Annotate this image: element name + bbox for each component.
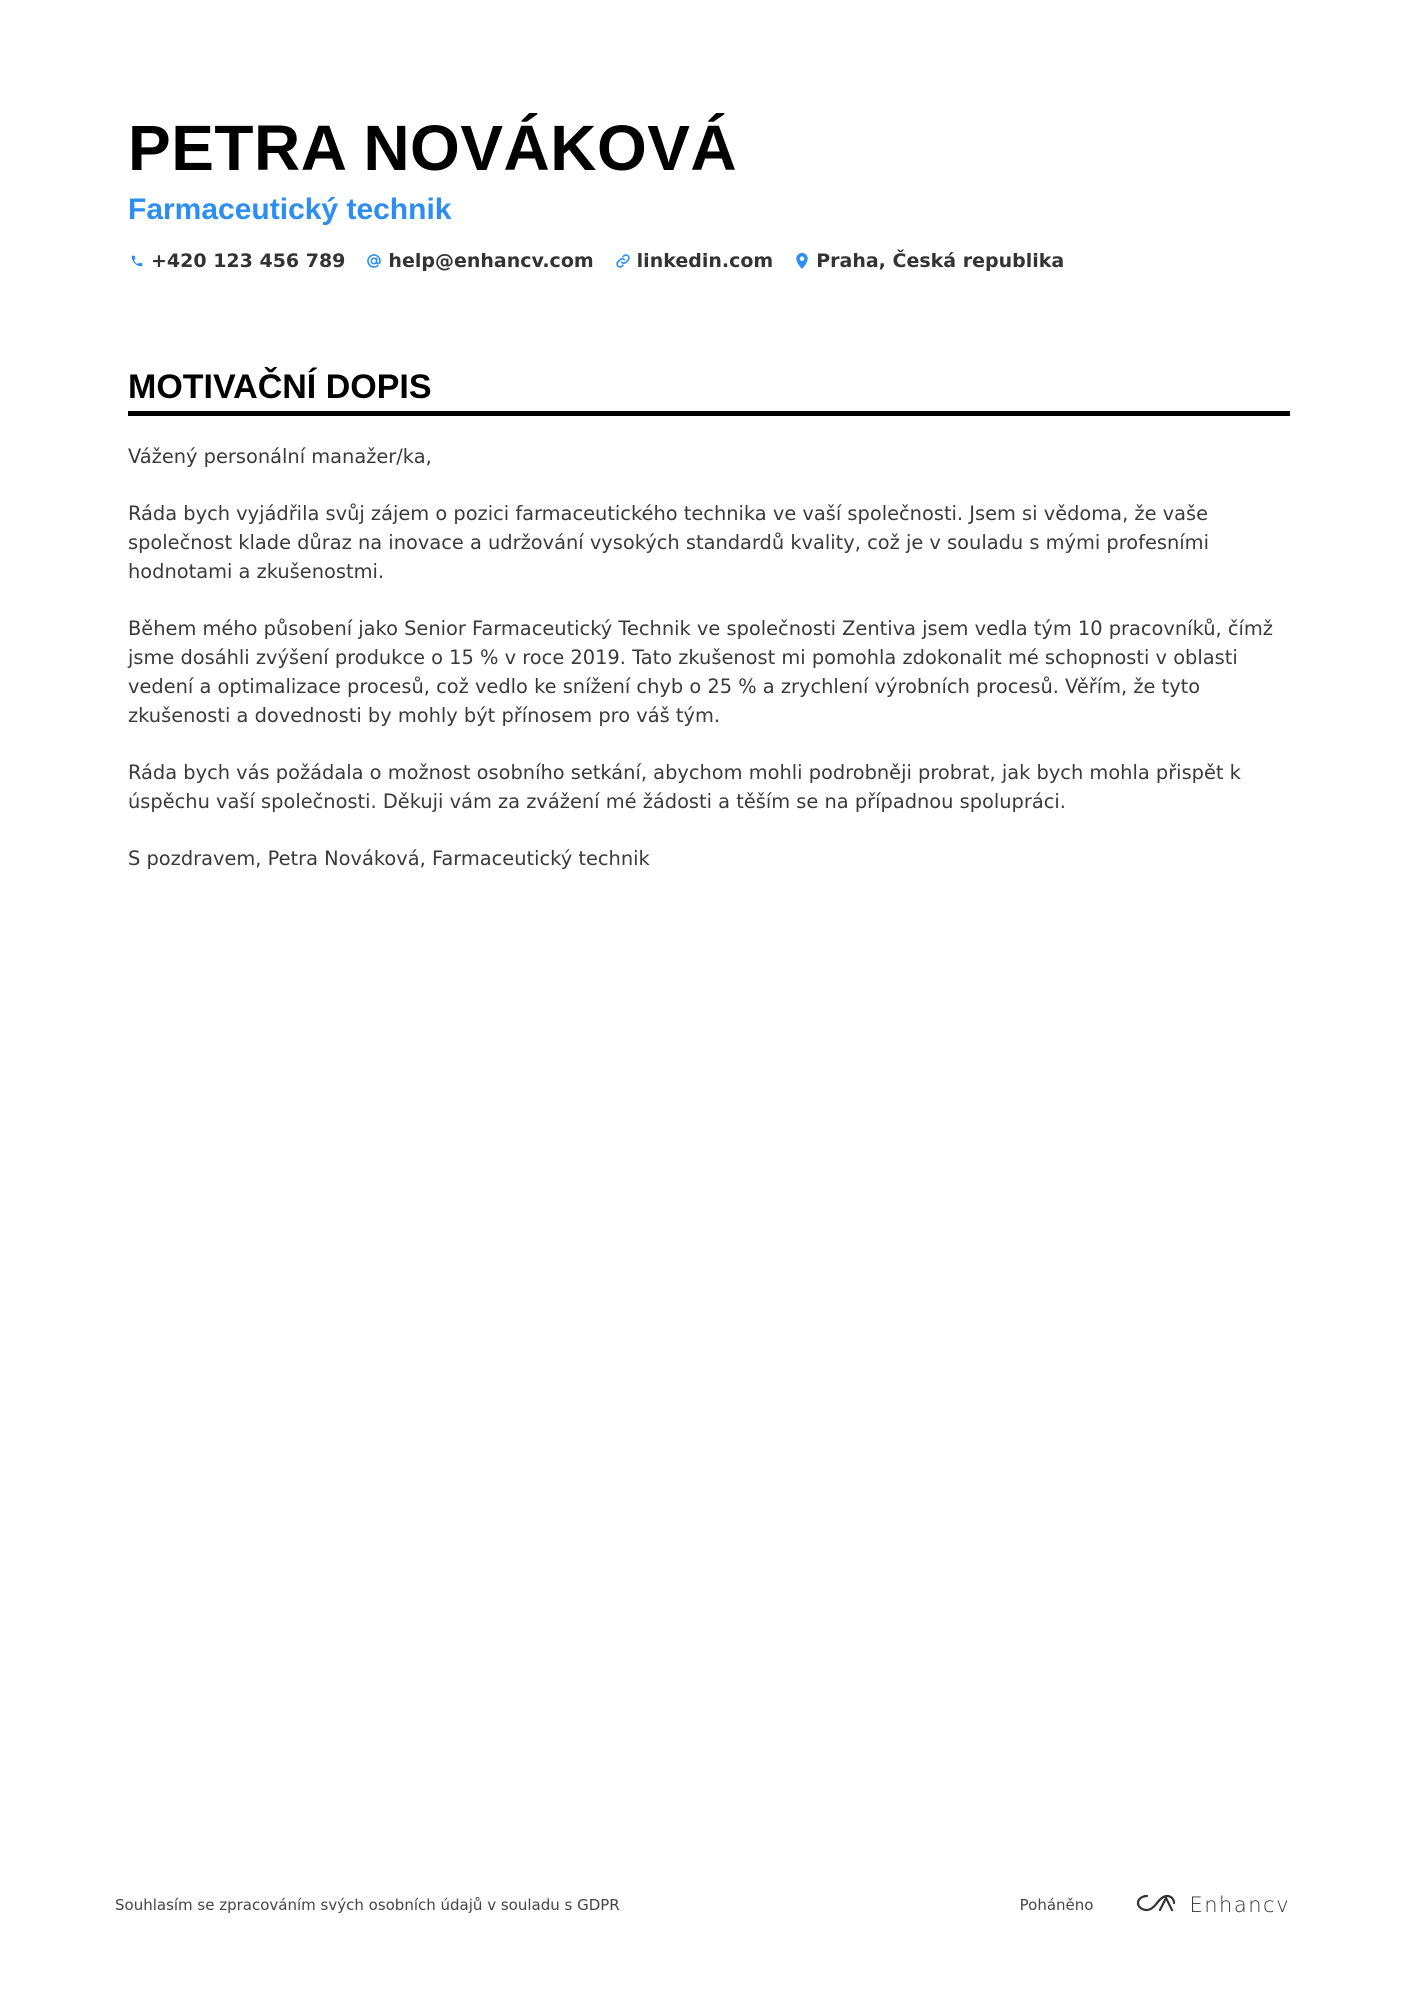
at-icon [365, 252, 383, 270]
enhancv-logo-text: Enhancv [1189, 1893, 1290, 1917]
contact-location [793, 250, 1064, 272]
linkedin-text: linkedin.com [636, 250, 774, 272]
footer [115, 1890, 1290, 1920]
job-title: Farmaceutický technik [128, 193, 452, 226]
contact-phone[interactable] [128, 250, 345, 272]
section-title: MOTIVAČNÍ DOPIS [128, 368, 432, 406]
contact-email[interactable] [365, 250, 593, 272]
gdpr-consent-text: Souhlasím se zpracováním svých osobních údajů v souladu s GDPR [115, 1896, 620, 1914]
candidate-name: PETRA NOVÁKOVÁ [128, 112, 738, 184]
enhancv-logo-icon [1135, 1891, 1181, 1919]
letter-paragraph-1: Ráda bych vyjádřila svůj zájem o pozici farmaceutického technika ve vaší společnosti. Jsem si vědoma, že vaše společnost klade důraz na inovace a udržování vysokých standardů kvality, což je v souladu s mými profesními hodnotami a zkušenostmi. [128, 502, 1209, 583]
header [128, 108, 1288, 272]
contact-list [128, 250, 1288, 272]
powered-by [1020, 1891, 1290, 1919]
letter-paragraph-2: Během mého působení jako Senior Farmaceutický Technik ve společnosti Zentiva jsem vedla tým 10 pracovníků, čímž jsme dosáhli zvýšení produkce o 15 % v roce 2019. Tato zkušenost mi pomohla zdokonalit mé schopnosti v oblasti vedení a optimalizace procesů, což vedlo ke snížení chyb o 25 % a zrychlení výrobních procesů. Věřím, že tyto zkušenosti a dovednosti by mohly být přínosem pro váš tým. [128, 617, 1273, 727]
letter-paragraph-3: Ráda bych vás požádala o možnost osobního setkání, abychom mohli podrobněji probrat, jak bych mohla přispět k úspěchu vaší společnosti. Děkuji vám za zvážení mé žádosti a těším se na případnou spolupráci. [128, 761, 1241, 813]
link-icon [614, 252, 632, 270]
letter-body [128, 442, 1290, 873]
location-pin-icon [793, 252, 811, 270]
contact-linkedin[interactable] [614, 250, 774, 272]
email-text: help@enhancv.com [388, 250, 594, 272]
phone-icon [128, 252, 146, 270]
phone-text: +420 123 456 789 [151, 250, 346, 272]
enhancv-logo[interactable] [1135, 1891, 1290, 1919]
cover-letter-section [128, 365, 1290, 901]
letter-closing: S pozdravem, Petra Nováková, Farmaceutický technik [128, 847, 650, 870]
letter-greeting: Vážený personální manažer/ka, [128, 445, 432, 468]
section-divider [128, 411, 1290, 416]
powered-by-label: Poháněno [1019, 1896, 1094, 1914]
location-text: Praha, Česká republika [816, 250, 1065, 272]
